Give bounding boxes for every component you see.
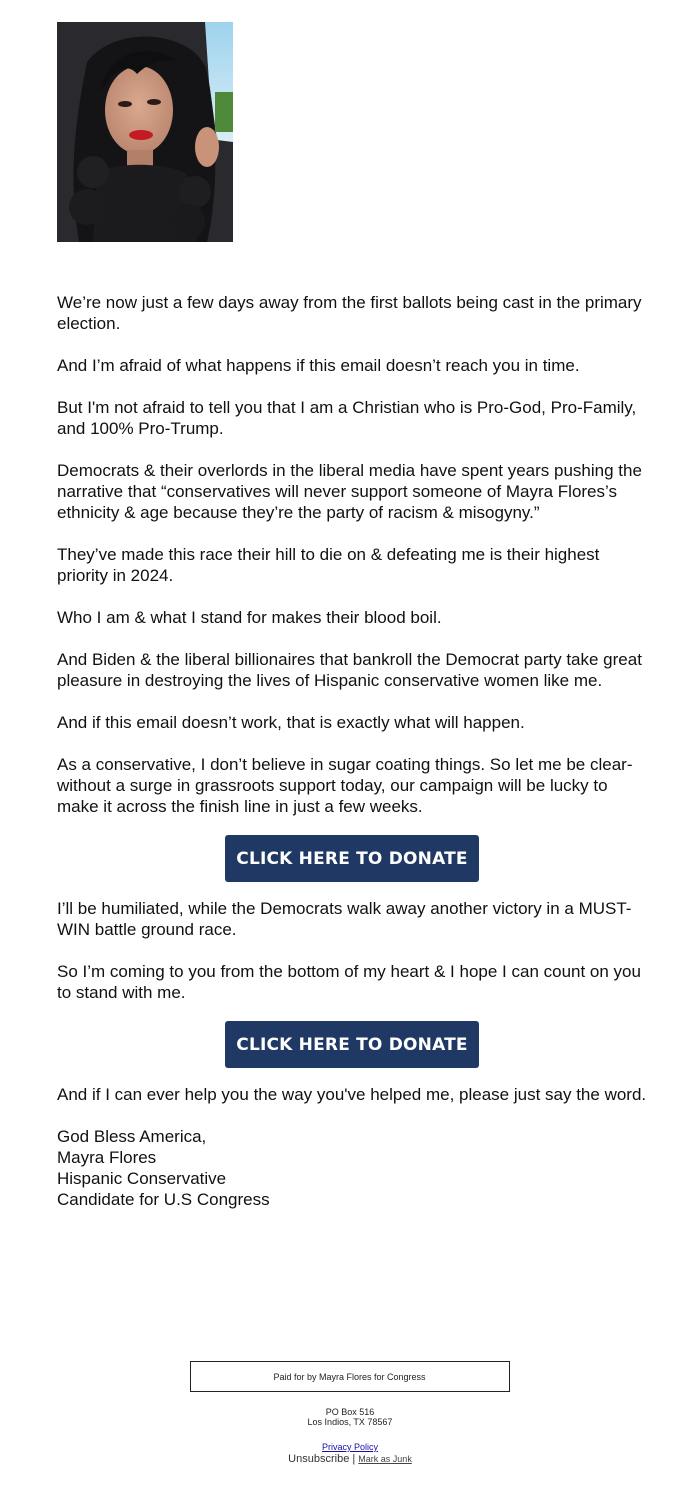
signature-name: Mayra Flores [57,1148,157,1167]
donate-button[interactable]: CLICK HERE TO DONATE [225,1021,478,1068]
paragraph: And if this email doesn’t work, that is exactly what will happen. [57,713,525,732]
link-separator: | [352,1453,356,1465]
paragraph: Who I am & what I stand for makes their blood boil. [57,608,442,627]
sign-off: God Bless America, [57,1127,207,1146]
paragraph: And I’m afraid of what happens if this email doesn’t reach you in time. [57,356,580,375]
privacy-policy-link[interactable]: Privacy Policy [321,1442,378,1452]
paragraph: But I'm not afraid to tell you that I am a Christian who is Pro-God, Pro-Family, and 100% Pro-Trump. [57,398,637,438]
paragraph: I’ll be humiliated, while the Democrats walk away another victory in a MUST-WIN battle ground race. [57,899,632,939]
candidate-portrait-image [57,22,233,242]
paragraph: They’ve made this race their hill to die on & defeating me is their highest priority in 2024. [57,545,600,585]
donate-cta-container-1 [57,835,647,882]
email-footer [0,1361,700,1465]
message-body [57,292,647,817]
email-body [57,22,647,1210]
donate-cta-container-2 [57,1021,647,1068]
paragraph: So I’m coming to you from the bottom of my heart & I hope I can count on you to stand with me. [57,962,641,1002]
signature-role: Candidate for U.S Congress [57,1190,270,1209]
donate-button[interactable]: CLICK HERE TO DONATE [225,835,478,882]
paragraph: And if I can ever help you the way you've helped me, please just say the word. [57,1085,647,1104]
paid-for-disclaimer: Paid for by Mayra Flores for Congress [190,1361,510,1392]
mailing-address [0,1407,700,1427]
message-body-continued [57,898,647,1003]
mark-as-junk-link[interactable]: Mark as Junk [358,1454,412,1464]
paragraph: As a conservative, I don’t believe in sugar coating things. So let me be clear- without a surge in grassroots support today, our campaign will be lucky to make it across the finish line in just a few weeks. [57,755,633,816]
unsubscribe-link[interactable]: Unsubscribe [288,1453,350,1465]
address-line-1: PO Box 516 [325,1407,375,1417]
paragraph: And Biden & the liberal billionaires that bankroll the Democrat party take great pleasure in destroying the lives of Hispanic conservative women like me. [57,650,642,690]
message-closing [57,1084,647,1147]
paragraph: Democrats & their overlords in the liberal media have spent years pushing the narrative that “conservatives will never support someone of Mayra Flores’s ethnicity & age because they’re the party of racism & misogyny.” [57,461,642,522]
footer-links [0,1441,700,1465]
signature-block [57,1147,647,1210]
paragraph: We’re now just a few days away from the first ballots being cast in the primary election. [57,293,642,333]
address-line-2: Los Indios, TX 78567 [307,1417,393,1427]
signature-title: Hispanic Conservative [57,1169,227,1188]
